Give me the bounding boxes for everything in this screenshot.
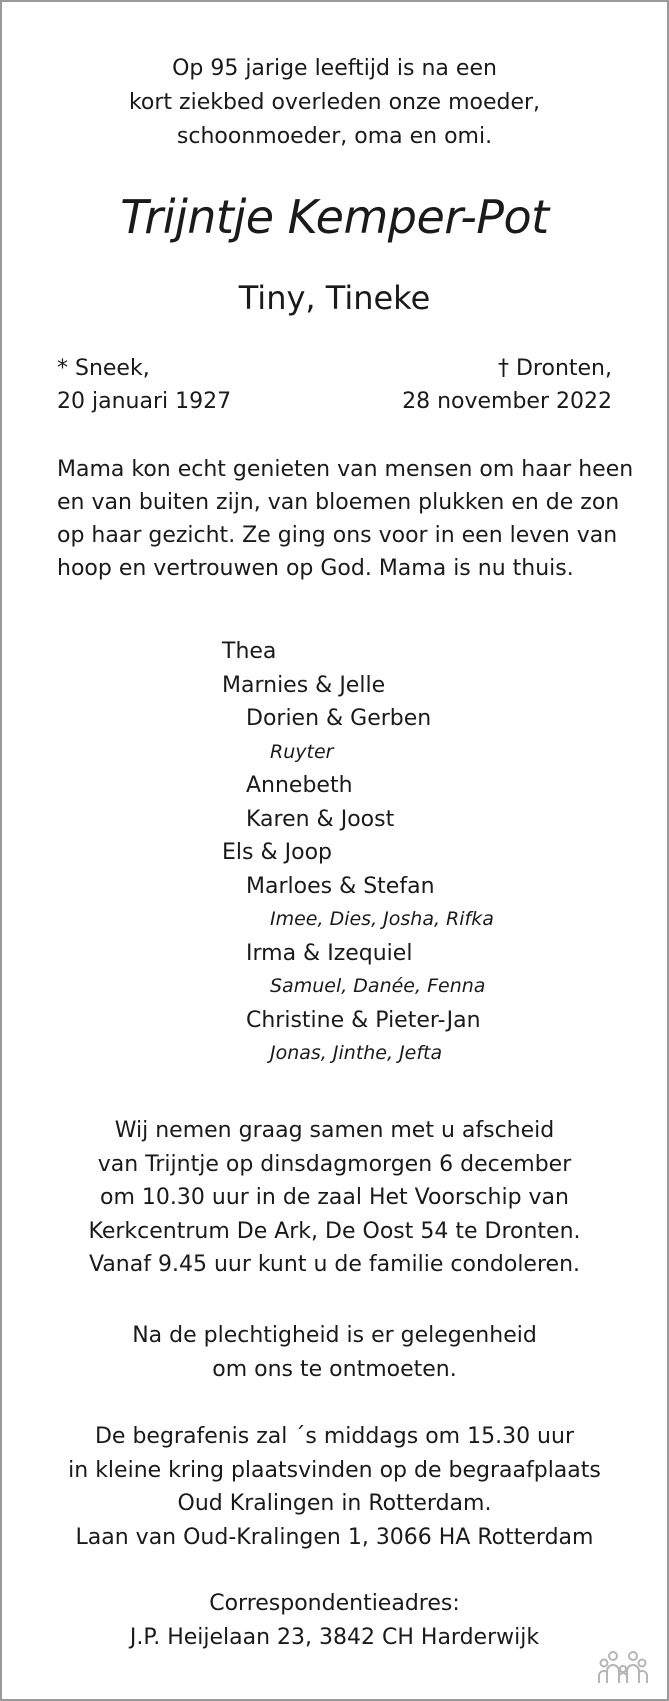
birth-date: 20 januari 1927 [57, 389, 232, 414]
burial-line: Oud Kralingen in Rotterdam. [177, 1491, 492, 1516]
death-date: 28 november 2022 [402, 389, 612, 414]
correspondence-address: J.P. Heijelaan 23, 3842 CH Harderwijk [129, 1624, 540, 1650]
death-info [402, 352, 612, 418]
farewell-line: Kerkcentrum De Ark, De Oost 54 te Dronten. [88, 1218, 581, 1244]
farewell-line: Wij nemen graag samen met u afscheid [114, 1118, 555, 1143]
family-member: Marnies & Jelle [222, 672, 386, 698]
gathering-line: Na de plechtigheid is er gelegenheid [132, 1323, 537, 1348]
deceased-nickname: Tiny, Tineke [238, 279, 431, 317]
message-line: en van buiten zijn, van bloemen plukken en de zon [57, 490, 620, 515]
burial-line: in kleine kring plaatsvinden op de begraafplaats [68, 1457, 601, 1483]
family-member: Marloes & Stefan [246, 873, 435, 899]
burial-text [2, 1420, 667, 1554]
family-member: Karen & Joost [246, 806, 395, 832]
correspondence-label: Correspondentieadres: [209, 1591, 460, 1616]
family-grandchildren: Samuel, Danée, Fenna [270, 975, 486, 997]
burial-line: Laan van Oud-Kralingen 1, 3066 HA Rotterdam [75, 1524, 594, 1550]
people-group-icon [597, 1647, 649, 1687]
farewell-line: van Trijntje op dinsdagmorgen 6 december [97, 1151, 572, 1177]
intro-line: schoonmoeder, oma en omi. [176, 124, 493, 149]
family-member: Els & Joop [222, 840, 332, 865]
farewell-text [2, 1114, 667, 1282]
message-line: hoop en vertrouwen op God. Mama is nu thuis. [57, 556, 574, 581]
family-member: Christine & Pieter-Jan [246, 1007, 481, 1033]
memorial-message [57, 453, 634, 585]
farewell-line: Vanaf 9.45 uur kunt u de familie condoleren. [88, 1252, 580, 1277]
intro-line: Op 95 jarige leeftijd is na een [172, 56, 497, 81]
family-grandchildren: Jonas, Jinthe, Jefta [270, 1042, 443, 1064]
family-member: Dorien & Gerben [246, 706, 432, 731]
birth-info [57, 352, 231, 418]
deceased-name: Trijntje Kemper-Pot [120, 190, 549, 244]
death-place: † Dronten, [498, 356, 612, 381]
burial-line: De begrafenis zal ´s middags om 15.30 uur [94, 1424, 574, 1449]
family-member: Annebeth [246, 773, 353, 798]
family-list [222, 635, 494, 1071]
gathering-line: om ons te ontmoeten. [212, 1356, 457, 1382]
correspondence-text [2, 1587, 667, 1654]
family-grandchildren: Imee, Dies, Josha, Rifka [270, 908, 494, 930]
intro-line: kort ziekbed overleden onze moeder, [128, 90, 541, 115]
farewell-line: om 10.30 uur in de zaal Het Voorschip van [100, 1185, 569, 1210]
message-line: op haar gezicht. Ze ging ons voor in een leven van [57, 523, 618, 548]
message-line: Mama kon echt genieten van mensen om haar heen [57, 457, 634, 482]
intro-text [2, 52, 667, 154]
gathering-text [2, 1319, 667, 1386]
family-member: Thea [222, 639, 277, 664]
family-grandchildren: Ruyter [270, 740, 334, 763]
birth-place: * Sneek, [57, 356, 150, 381]
family-member: Irma & Izequiel [246, 940, 413, 966]
